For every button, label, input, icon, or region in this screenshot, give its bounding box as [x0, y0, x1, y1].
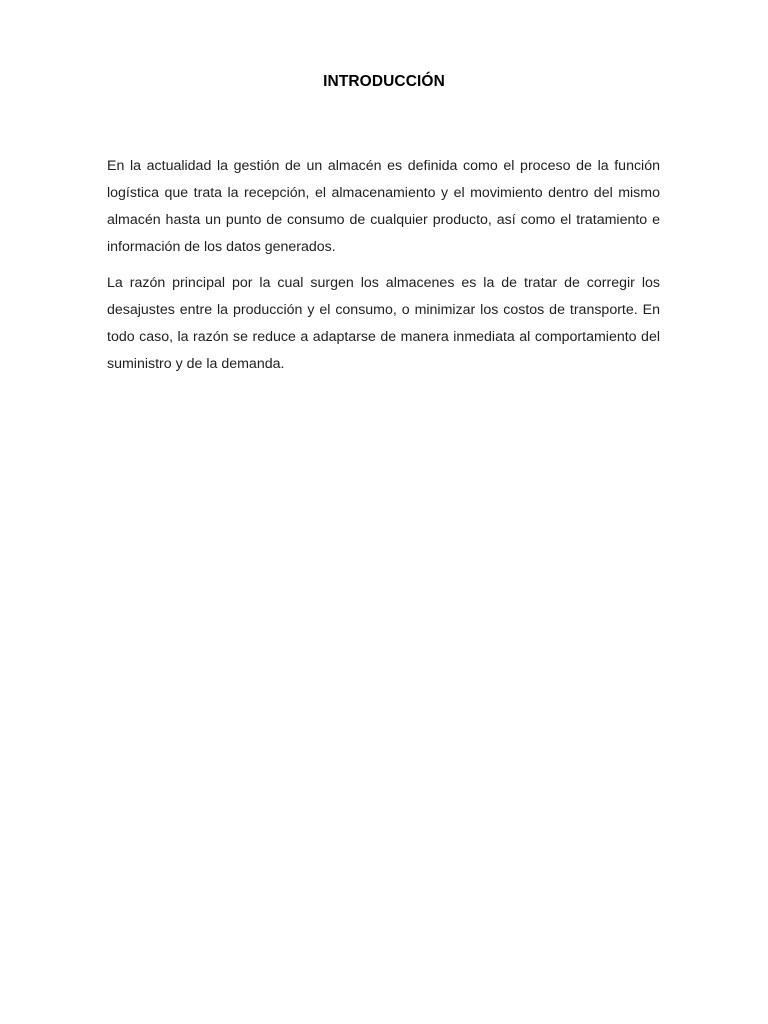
paragraph-2: La razón principal por la cual surgen los almacenes es la de tratar de corregir los desajustes entre la producción y el consumo, o minimizar los costos de transporte. En todo caso, la razón se reduce a adaptarse de manera inmediata al comportamiento del suministro y de la demanda.: [107, 275, 660, 372]
page-title: INTRODUCCIÓN: [323, 73, 445, 90]
document-body: [107, 153, 660, 387]
paragraph-1: En la actualidad la gestión de un almacén es definida como el proceso de la función logística que trata la recepción, el almacenamiento y el movimiento dentro del mismo almacén hasta un punto de consumo de cualquier producto, así como el tratamiento e información de los datos generados.: [107, 158, 660, 255]
